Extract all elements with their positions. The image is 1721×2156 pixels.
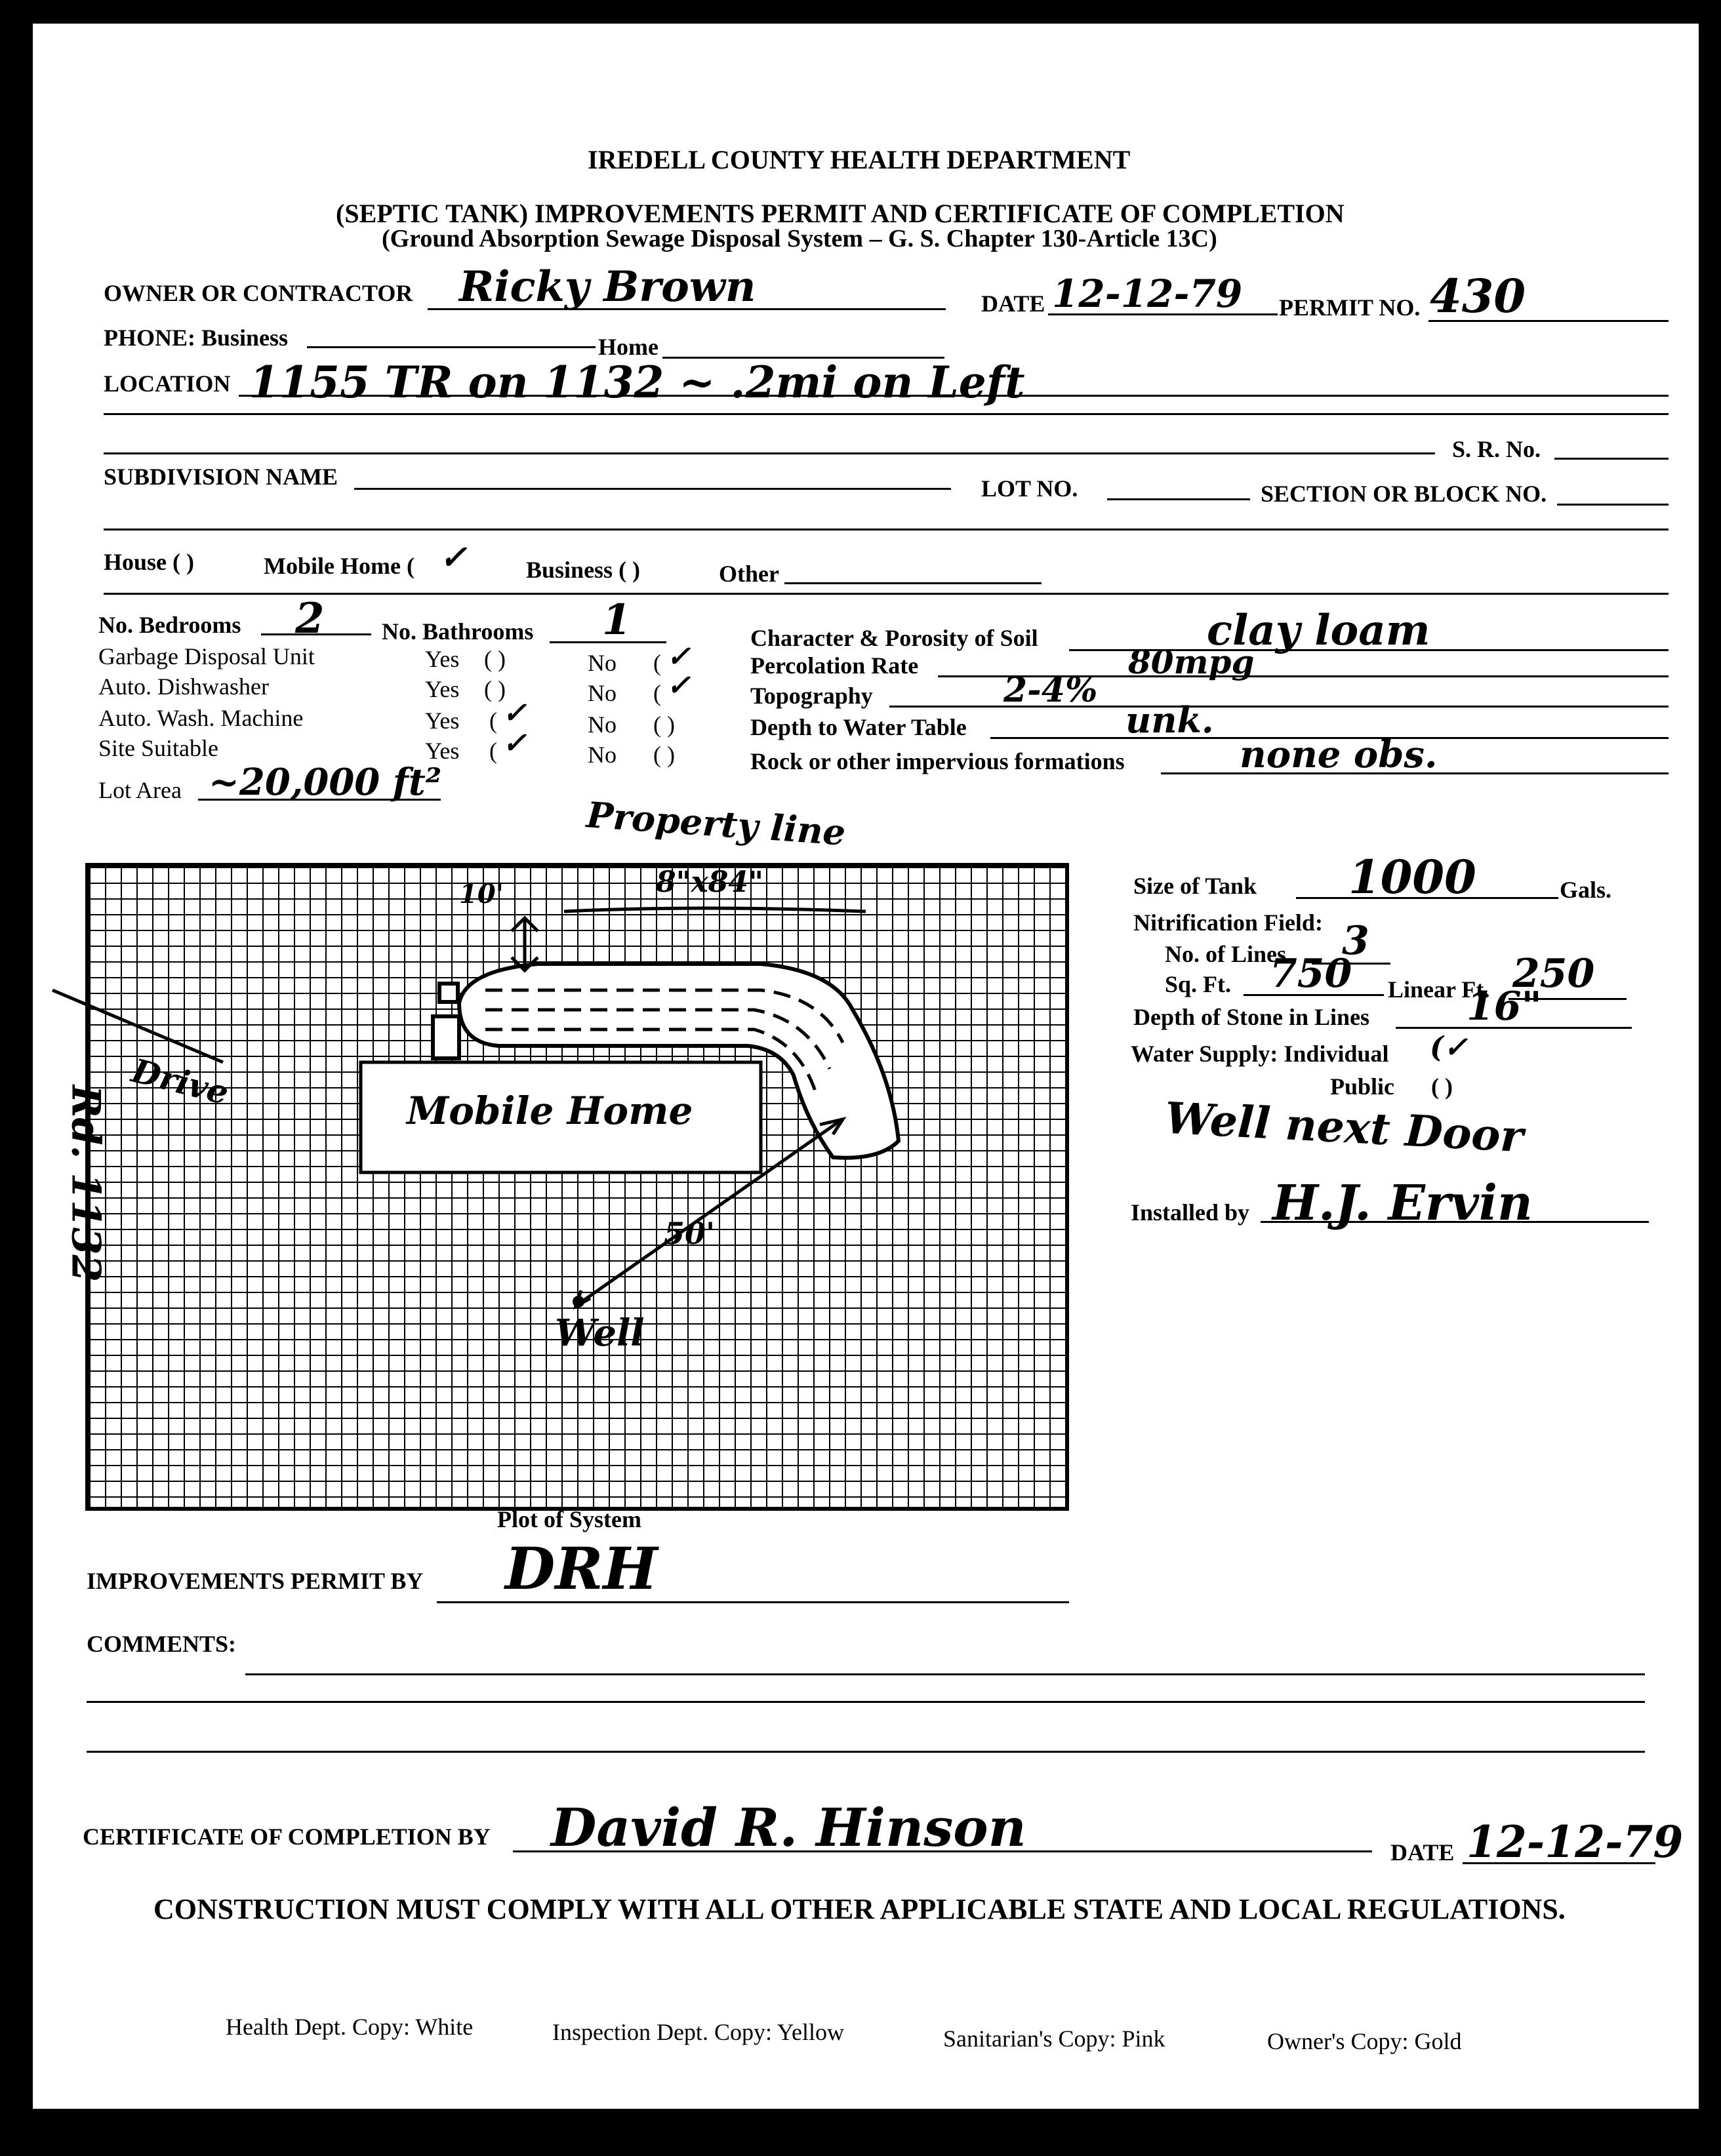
permit-no-value: 430 [1430,269,1526,323]
washer-no-box: ( ) [653,711,675,738]
form-subtitle: (Ground Absorption Sewage Disposal System – G. S. Chapter 130-Article 13C) [382,225,1217,252]
copy-sanitarian: Sanitarian's Copy: Pink [943,2026,1165,2052]
sqft-label: Sq. Ft. [1165,971,1232,997]
garbage-label: Garbage Disposal Unit [98,643,315,669]
site-label: Site Suitable [98,735,218,761]
location-label: LOCATION [104,370,231,397]
rock-label: Rock or other impervious formations [750,748,1125,774]
property-line-label: Property line [585,793,847,854]
dishwasher-no: No [588,680,617,706]
certificate-signature: David R. Hinson [551,1797,1026,1858]
topography-value: 2-4% [1003,670,1098,710]
mobile-home-option: Mobile Home ( [264,553,415,579]
copy-health: Health Dept. Copy: White [226,2014,474,2040]
public-box: ( ) [1431,1073,1453,1100]
well-label: Well [555,1311,645,1355]
road-label: Rd. 1132 [62,1085,109,1283]
department-heading: IREDELL COUNTY HEALTH DEPARTMENT [588,145,1131,174]
business-option: Business ( ) [526,557,641,583]
stone-depth-value: 16" [1467,984,1542,1029]
permit-no-label: PERMIT NO. [1279,294,1421,321]
lines-label: No. of Lines [1165,941,1287,967]
garbage-no: No [588,650,617,676]
garbage-no-box: ( [653,650,661,676]
certificate-date-value: 12-12-79 [1467,1816,1684,1867]
bathrooms-value: 1 [602,595,632,645]
site-no: No [588,742,617,768]
phone-label: PHONE: Business [104,325,289,351]
comments-label: COMMENTS: [87,1631,236,1657]
washer-no: No [588,711,617,738]
house-option: House ( ) [104,549,194,575]
owner-label: OWNER OR CONTRACTOR [104,280,413,306]
washer-yes-check: ✓ [502,696,527,730]
bedrooms-value: 2 [295,594,325,643]
copy-owner: Owner's Copy: Gold [1267,2028,1462,2054]
lot-area-label: Lot Area [98,777,182,803]
distance-50-label: 50' [664,1216,716,1251]
garbage-yes: Yes [425,646,460,672]
dim-8-label: 8"x84" [656,866,763,899]
site-yes: Yes [425,738,460,764]
form-title: (SEPTIC TANK) IMPROVEMENTS PERMIT AND CERTIFICATE OF COMPLETION [336,199,1345,228]
site-no-box: ( ) [653,742,675,768]
improvements-permit-signature: DRH [505,1534,658,1603]
location-value: 1155 TR on 1132 ~ .2mi on Left [249,357,1025,408]
mobile-home-label: Mobile Home [407,1088,693,1133]
mobile-home-check: ✓ [439,538,467,576]
other-option: Other [719,561,779,587]
phone-home-label: Home [598,334,658,360]
water-supply-label: Water Supply: Individual [1131,1041,1389,1067]
nitrification-label: Nitrification Field: [1133,909,1323,936]
sqft-value: 750 [1270,951,1352,997]
lot-area-value: ~20,000 ft² [209,761,442,804]
linear-ft-value: 250 [1512,951,1595,997]
linear-ft-label: Linear Ft. [1388,976,1490,1003]
dishwasher-label: Auto. Dishwasher [98,673,269,700]
soil-character-label: Character & Porosity of Soil [750,625,1038,651]
washer-yes: Yes [425,708,460,734]
bathrooms-label: No. Bathrooms [382,618,534,645]
sr-no-label: S. R. No. [1452,436,1541,462]
certificate-date-label: DATE [1390,1839,1455,1866]
topography-label: Topography [750,683,873,709]
compliance-notice: CONSTRUCTION MUST COMPLY WITH ALL OTHER APPLICABLE STATE AND LOCAL REGULATIONS. [153,1893,1566,1925]
garbage-no-check: ✓ [666,640,691,673]
lines-value: 3 [1342,918,1369,964]
stone-depth-label: Depth of Stone in Lines [1133,1004,1370,1030]
washer-yes-box: ( [489,708,497,734]
gals-label: Gals. [1560,877,1612,903]
tank-size-value: 1000 [1348,850,1476,904]
dishwasher-no-check: ✓ [666,669,691,702]
water-table-value: unk. [1125,699,1214,741]
site-yes-box: ( [489,738,497,764]
well-note: Well next Door [1164,1092,1525,1163]
soil-character-value: clay loam [1207,606,1430,655]
perc-rate-value: 80mpg [1128,643,1255,681]
public-label: Public [1330,1073,1395,1100]
perc-rate-label: Percolation Rate [750,652,919,679]
washer-label: Auto. Wash. Machine [98,705,304,731]
certificate-label: CERTIFICATE OF COMPLETION BY [83,1824,491,1850]
dim-10-label: 10' [459,879,504,909]
individual-check: (✓ [1430,1031,1468,1064]
copy-inspection: Inspection Dept. Copy: Yellow [552,2019,844,2045]
plot-caption: Plot of System [497,1506,641,1532]
improvements-permit-label: IMPROVEMENTS PERMIT BY [87,1568,424,1594]
subdivision-label: SUBDIVISION NAME [104,464,338,490]
dishwasher-yes: Yes [425,676,460,702]
lot-no-label: LOT NO. [981,475,1078,502]
drive-label: Drive [128,1050,233,1113]
rock-value: none obs. [1240,733,1438,776]
installed-by-label: Installed by [1131,1199,1250,1226]
bedrooms-label: No. Bedrooms [98,612,241,638]
garbage-yes-box: ( ) [484,646,506,672]
site-yes-check: ✓ [502,727,527,760]
date-value: 12-12-79 [1052,271,1243,316]
owner-value: Ricky Brown [459,262,756,311]
plot-sketch [39,793,1115,1515]
installed-by-value: H.J. Ervin [1272,1175,1533,1231]
tank-size-label: Size of Tank [1133,873,1257,899]
date-label: DATE [981,290,1045,317]
dishwasher-yes-box: ( ) [484,676,506,702]
section-label: SECTION OR BLOCK NO. [1261,481,1547,507]
water-table-label: Depth to Water Table [750,714,967,740]
dishwasher-no-box: ( [653,680,661,706]
